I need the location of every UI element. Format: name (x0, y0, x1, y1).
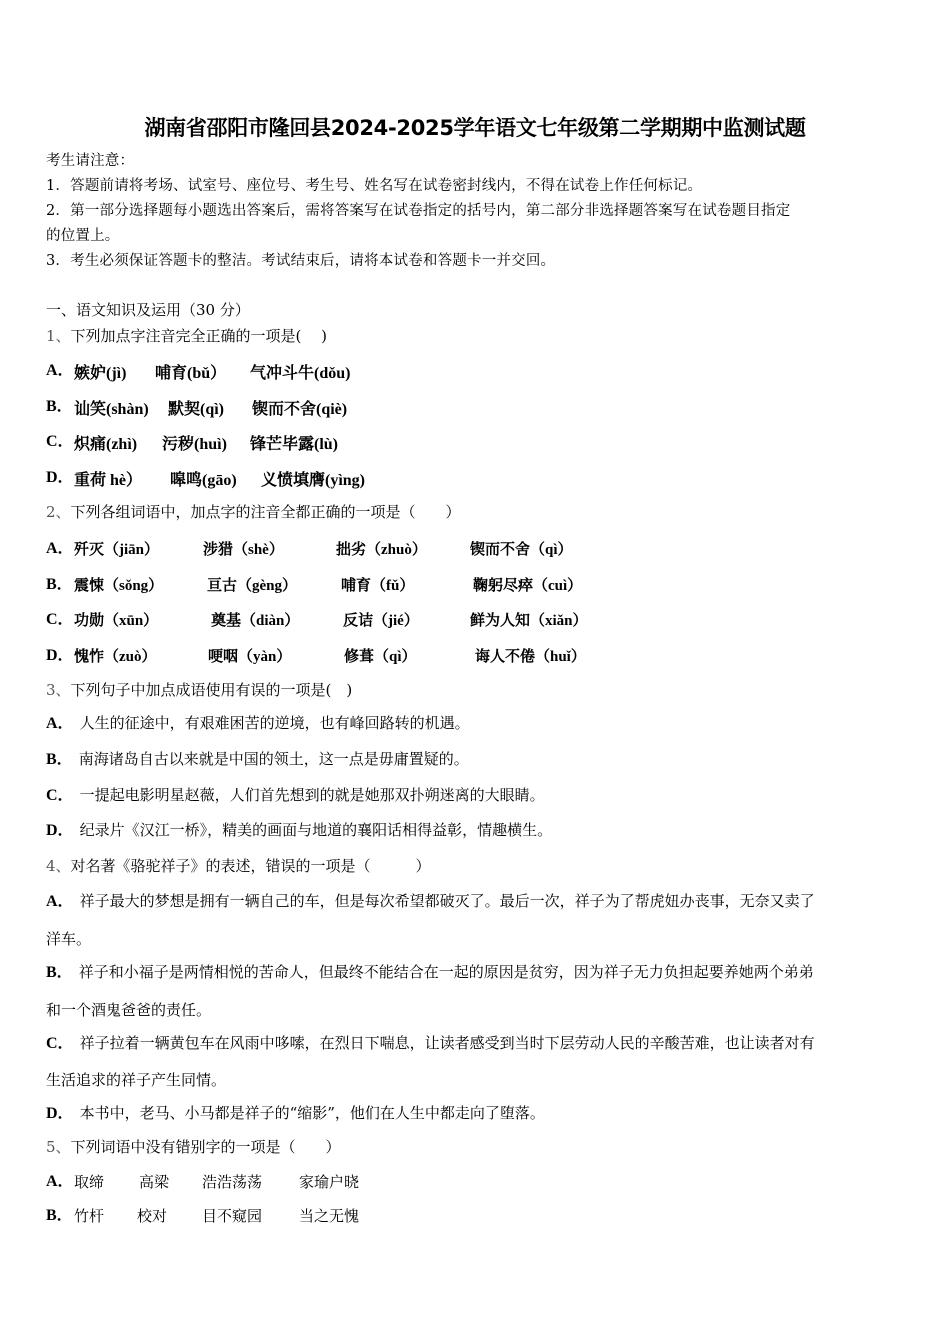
option-label: A． (46, 540, 74, 557)
option-label: A． (46, 1173, 74, 1190)
option-item: 功勋（xūn） (74, 613, 159, 629)
option-label: A． (46, 893, 74, 910)
notice-item: 1．答题前请将考场、试室号、座位号、考生号、姓名写在试卷密封线内，不得在试卷上作任何标记。 (46, 178, 703, 194)
option-label: A． (46, 715, 74, 732)
question-text: 下列各组词语中，加点字的注音全都正确的一项是（ ） (70, 503, 461, 521)
notice-heading: 考生请注意： (46, 153, 135, 169)
option-item: 震悚（sǒng） (74, 578, 164, 594)
option-item: 哺育（fǔ） (341, 578, 415, 594)
option-item: 重荷 hè） (74, 472, 143, 489)
question-number: 4、 (46, 857, 71, 875)
notice-item: 的位置上。 (46, 228, 120, 244)
option-item: 拙劣（zhuò） (336, 542, 427, 558)
option-item: 奠基（diàn） (211, 613, 300, 629)
option-continuation: 生活追求的祥子产生同情。 (46, 1071, 227, 1089)
option-item: 取缔 (74, 1173, 105, 1191)
option-text: 祥子和小福子是两情相悦的苦命人，但最终不能结合在一起的原因是贫穷，因为祥子无力负担起要养她两个弟弟 (78, 963, 814, 981)
option-item: 鞠躬尽瘁（cuì） (473, 578, 583, 594)
question-3-option-a (46, 713, 470, 734)
question-number: 2、 (46, 503, 71, 521)
option-label: D． (46, 469, 74, 486)
option-text: 本书中，老马、小马都是祥子的“缩影”，他们在人生中都走向了堕落。 (79, 1104, 545, 1122)
option-label: C． (46, 787, 74, 804)
option-text: 祥子最大的梦想是拥有一辆自己的车，但是每次希望都破灭了。最后一次，祥子为了帮虎妞办丧事，无奈又卖了 (79, 892, 815, 910)
option-text: 一提起电影明星赵薇，人们首先想到的就是她那双扑朔迷离的大眼睛。 (79, 786, 545, 804)
option-item: 讪笑(shàn) (74, 401, 149, 418)
option-item: 当之无愧 (299, 1207, 360, 1225)
question-4-option-c (46, 1033, 815, 1054)
question-number: 3、 (46, 681, 71, 699)
option-text: 纪录片《汉江一桥》，精美的画面与地道的襄阳话相得益彰，情趣横生。 (79, 821, 553, 839)
question-5-stem (46, 1137, 341, 1157)
notice-item: 2．第一部分选择题每小题选出答案后，需将答案写在试卷指定的括号内，第二部分非选择题答案写在试卷题目指定 (46, 203, 791, 219)
option-item: 愧怍（zuò） (74, 649, 157, 665)
option-item: 歼灭（jiān） (74, 542, 160, 558)
question-3-option-b (46, 749, 469, 770)
option-item: 锋芒毕露(lù) (250, 436, 339, 453)
option-item: 竹杆 (74, 1207, 105, 1225)
option-continuation: 和一个酒鬼爸爸的责任。 (46, 1001, 212, 1019)
option-item: 家瑜户晓 (299, 1173, 360, 1191)
option-label: B． (46, 398, 73, 415)
question-3-option-c (46, 785, 545, 806)
option-item: 高梁 (139, 1173, 170, 1191)
option-label: B． (46, 1207, 73, 1224)
option-item: 哽咽（yàn） (208, 649, 292, 665)
option-item: 炽痛(zhì) (74, 436, 138, 453)
option-item: 气冲斗牛(dǒu) (250, 365, 351, 382)
question-text: 对名著《骆驼祥子》的表述，错误的一项是（ ） (70, 857, 431, 875)
question-text: 下列加点字注音完全正确的一项是( ) (70, 327, 328, 345)
option-item: 目不窥园 (202, 1207, 263, 1225)
option-item: 浩浩荡荡 (202, 1173, 263, 1191)
notice-item: 3．考生必须保证答题卡的整洁。考试结束后，请将本试卷和答题卡一并交回。 (46, 253, 556, 269)
question-text: 下列句子中加点成语使用有误的一项是( ) (70, 681, 353, 699)
section-heading: 一、语文知识及运用（30 分） (46, 301, 250, 319)
option-label: B． (46, 964, 73, 981)
option-item: 锲而不舍（qì） (470, 542, 573, 558)
question-number: 1、 (46, 327, 71, 345)
option-label: C． (46, 433, 74, 450)
option-item: 鲜为人知（xiǎn） (470, 613, 588, 629)
option-item: 锲而不舍(qiè) (252, 401, 348, 418)
question-4-option-d (46, 1103, 545, 1124)
option-label: D． (46, 1105, 74, 1122)
option-item: 校对 (137, 1207, 168, 1225)
option-text: 祥子拉着一辆黄包车在风雨中哆嗦，在烈日下喘息，让读者感受到当时下层劳动人民的辛酸苦难，也让读者对有 (79, 1034, 815, 1052)
question-1-stem (46, 326, 327, 346)
question-2-stem (46, 502, 461, 522)
question-number: 5、 (46, 1138, 71, 1156)
option-item: 反诘（jié） (343, 613, 419, 629)
option-item: 诲人不倦（huǐ） (475, 649, 586, 665)
option-label: D． (46, 647, 74, 664)
option-item: 哺育(bǔ） (155, 365, 227, 382)
option-text: 南海诸岛自古以来就是中国的领土，这一点是毋庸置疑的。 (78, 750, 469, 768)
option-label: C． (46, 1035, 74, 1052)
option-item: 义愤填膺(yìng) (261, 472, 366, 489)
option-item: 默契(qì) (168, 401, 225, 418)
page-title: 湖南省邵阳市隆回县2024-2025学年语文七年级第二学期期中监测试题 (144, 116, 806, 140)
option-continuation: 洋车。 (46, 930, 92, 948)
option-item: 涉猎（shè） (203, 542, 284, 558)
option-label: C． (46, 611, 74, 628)
question-3-option-d (46, 820, 552, 841)
question-4-stem (46, 856, 431, 876)
option-text: 人生的征途中，有艰难困苦的逆境，也有峰回路转的机遇。 (79, 714, 470, 732)
option-item: 嫉妒(jì) (74, 365, 127, 382)
option-item: 污秽(huì) (162, 436, 227, 453)
option-label: A． (46, 362, 74, 379)
question-4-option-b (46, 962, 814, 983)
option-label: D． (46, 822, 74, 839)
option-label: B． (46, 751, 73, 768)
question-text: 下列词语中没有错别字的一项是（ ） (70, 1138, 341, 1156)
question-3-stem (46, 680, 352, 700)
option-label: B． (46, 576, 73, 593)
option-item: 修葺（qì） (344, 649, 417, 665)
option-item: 嗥鸣(gāo) (170, 472, 237, 489)
question-4-option-a (46, 891, 815, 912)
option-item: 亘古（gèng） (207, 578, 298, 594)
